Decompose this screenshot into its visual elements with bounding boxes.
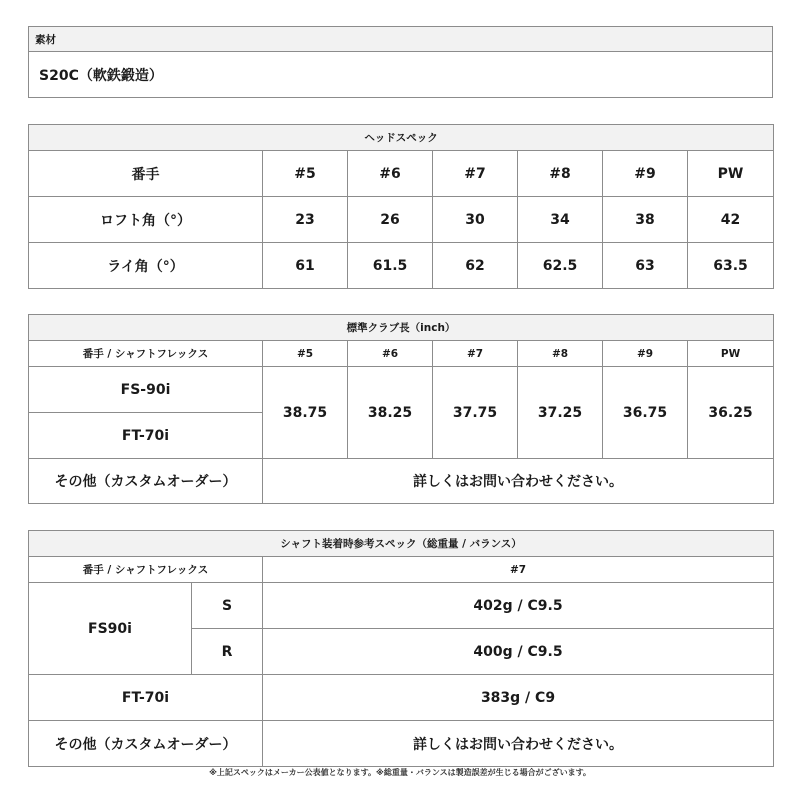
inquiry-text: 詳しくはお問い合わせください。	[263, 459, 774, 504]
table-row	[29, 243, 774, 289]
shaft-spec-table	[28, 530, 774, 767]
spec-value: 402g / C9.5	[263, 583, 774, 629]
column-header: #6	[348, 151, 433, 197]
table-row	[29, 197, 774, 243]
spec-value: 400g / C9.5	[263, 629, 774, 675]
column-header: #7	[433, 151, 518, 197]
shaft-label: FT-70i	[29, 675, 263, 721]
shaft-spec-title: シャフト装着時参考スペック（総重量 / バランス）	[29, 531, 774, 557]
club-length-title: 標準クラブ長（inch）	[29, 315, 774, 341]
table-row	[29, 721, 774, 767]
table-cell: 63.5	[688, 243, 774, 289]
table-cell: 62.5	[518, 243, 603, 289]
column-header: 番手 / シャフトフレックス	[29, 341, 263, 367]
head-spec-header-row	[29, 151, 774, 197]
row-label: その他（カスタムオーダー）	[29, 721, 263, 767]
column-header: #6	[348, 341, 433, 367]
material-value: S20C（軟鉄鍛造）	[29, 52, 773, 98]
column-header: PW	[688, 151, 774, 197]
length-value: 37.75	[433, 367, 518, 459]
column-header: #5	[263, 341, 348, 367]
table-cell: 34	[518, 197, 603, 243]
table-row	[29, 675, 774, 721]
column-header: #7	[433, 341, 518, 367]
material-header: 素材	[29, 27, 773, 52]
table-row	[29, 459, 774, 504]
head-spec-title: ヘッドスペック	[29, 125, 774, 151]
table-row	[29, 583, 774, 629]
column-header: 番手 / シャフトフレックス	[29, 557, 263, 583]
column-header: #7	[263, 557, 774, 583]
column-header: #9	[603, 151, 688, 197]
table-cell: 30	[433, 197, 518, 243]
shaft-label: FT-70i	[29, 413, 263, 459]
column-header: PW	[688, 341, 774, 367]
column-header: 番手	[29, 151, 263, 197]
flex-label: S	[192, 583, 263, 629]
row-label: ロフト角（°）	[29, 197, 263, 243]
club-length-table	[28, 314, 774, 504]
table-cell: 61.5	[348, 243, 433, 289]
flex-label: R	[192, 629, 263, 675]
length-value: 37.25	[518, 367, 603, 459]
table-cell: 61	[263, 243, 348, 289]
inquiry-text: 詳しくはお問い合わせください。	[263, 721, 774, 767]
head-spec-table	[28, 124, 774, 289]
length-value: 38.25	[348, 367, 433, 459]
table-cell: 38	[603, 197, 688, 243]
table-row	[29, 367, 774, 413]
length-value: 36.75	[603, 367, 688, 459]
column-header: #8	[518, 341, 603, 367]
table-cell: 63	[603, 243, 688, 289]
column-header: #8	[518, 151, 603, 197]
column-header: #9	[603, 341, 688, 367]
footnote: ※上記スペックはメーカー公表値となります。※総重量・バランスは製造誤差が生じる場合がございます。	[209, 768, 591, 777]
table-cell: 26	[348, 197, 433, 243]
row-label: その他（カスタムオーダー）	[29, 459, 263, 504]
table-cell: 62	[433, 243, 518, 289]
row-label: ライ角（°）	[29, 243, 263, 289]
length-value: 38.75	[263, 367, 348, 459]
shaft-label: FS90i	[29, 583, 192, 675]
material-table	[28, 26, 773, 98]
club-length-header-row	[29, 341, 774, 367]
column-header: #5	[263, 151, 348, 197]
table-cell: 23	[263, 197, 348, 243]
shaft-label: FS-90i	[29, 367, 263, 413]
table-cell: 42	[688, 197, 774, 243]
spec-value: 383g / C9	[263, 675, 774, 721]
length-value: 36.25	[688, 367, 774, 459]
shaft-spec-header-row	[29, 557, 774, 583]
